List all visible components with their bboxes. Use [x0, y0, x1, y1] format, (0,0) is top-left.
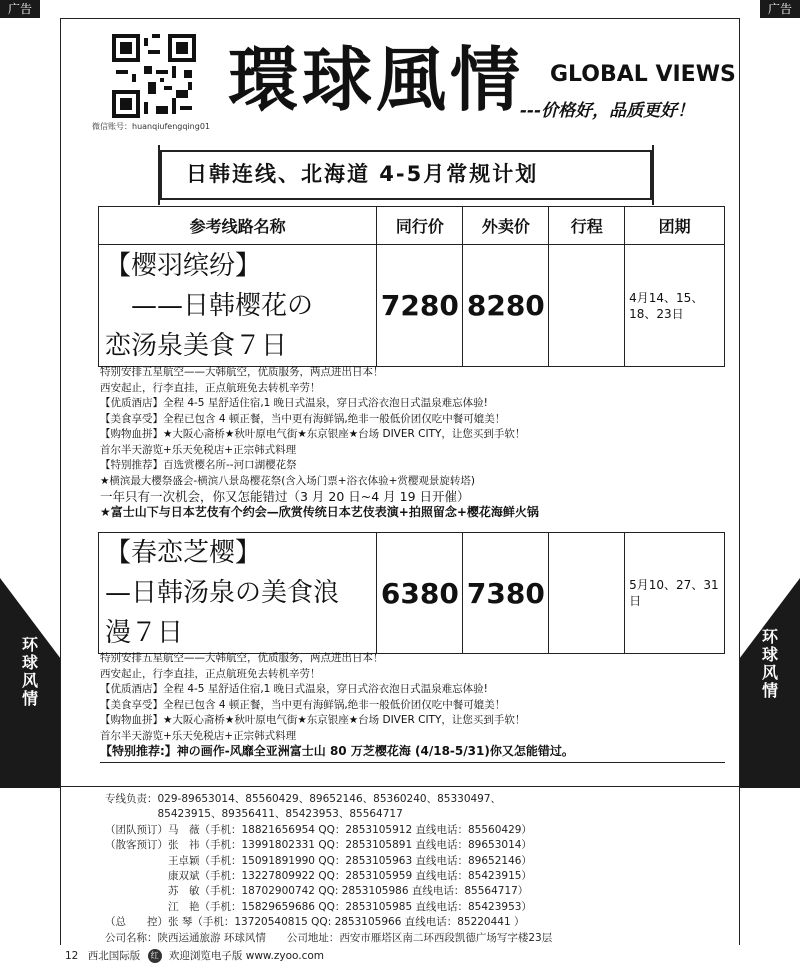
- contact-line: 专线负责：029-89653014、85560429、89652146、85360240、85330497、: [105, 793, 502, 805]
- itinerary-cell: [549, 533, 625, 654]
- note-line: 西安起止，行李直挂，正点航班免去转机辛劳！: [100, 667, 321, 680]
- header-rule: [60, 18, 740, 19]
- header-itinerary: 行程: [549, 207, 625, 245]
- table-header-row: [99, 207, 725, 245]
- header-route: 参考线路名称: [99, 207, 377, 245]
- price-table-2: [98, 532, 725, 654]
- note-line: 【购物血拼】★大阪心斋桥★秋叶原电气街★东京银座★台场 DIVER CITY，让您买到手软！: [100, 428, 526, 440]
- note-line: 【美食享受】全程已包含 4 顿正餐，当中更有海鲜锅,绝非一般低价团仅吃中餐可媲美！: [100, 698, 506, 711]
- note-line: 【特别推荐:】神の画作-风靡全亚洲富士山 80 万芝樱花海 (4/18-5/31)你又怎能错过。: [100, 744, 574, 758]
- note-line: 【优质酒店】全程 4-5 星舒适住宿,1 晚日式温泉，穿日式浴衣泡日式温泉难忘体验!: [100, 683, 488, 695]
- contact-line: 公司名称：陕西运通旅游 环球风情 公司地址：西安市雁塔区南二环西段凯德广场写字楼23层: [105, 931, 553, 944]
- header-dates: 团期: [625, 207, 725, 245]
- route-name-line: —日韩汤泉の美食浪: [105, 578, 340, 608]
- ad-label-right: 广告: [760, 0, 800, 18]
- itinerary-cell: [549, 245, 625, 367]
- note-line: ★富士山下与日本艺伎有个约会—欣赏传统日本艺伎表演+拍照留念+樱花海鲜火锅: [100, 504, 539, 519]
- qr-code-icon: [112, 34, 196, 118]
- retail-price: 7380: [463, 533, 549, 654]
- route-name-line: 【樱羽缤纷】: [105, 250, 262, 281]
- note-line: 【美食享受】全程已包含 4 顿正餐，当中更有海鲜锅,绝非一般低价团仅吃中餐可媲美！: [100, 412, 506, 425]
- route-name-line: 【春恋芝樱】: [105, 538, 262, 568]
- page-footer: [65, 948, 324, 963]
- route-name-line: 漫７日: [105, 618, 184, 648]
- brand-english: GLOBAL VIEWS: [550, 62, 736, 87]
- brand-title: 環球風情: [228, 38, 524, 121]
- side-label-right: 环球风情: [761, 627, 778, 700]
- note-line: 一年只有一次机会，你又怎能错过（3 月 20 日~4 月 19 日开催）: [100, 489, 470, 504]
- banner-pin-right: [652, 145, 654, 205]
- note-line: 西安起止，行李直挂，正点航班免去转机辛劳！: [100, 381, 321, 394]
- page-number: 12: [65, 950, 79, 962]
- banner-title: 日韩连线、北海道 4-5月常规计划: [186, 162, 539, 186]
- note-line: 【特别推荐】百选赏樱名所--河口湖樱花祭: [100, 459, 297, 471]
- notes-block-2: [100, 651, 725, 763]
- contact-line: 85423915、89356411、85423953、85564717: [105, 808, 403, 821]
- header-retail-price: 外卖价: [463, 207, 549, 245]
- peer-price: 7280: [377, 245, 463, 367]
- note-line: 特别安排五星航空——大韩航空，优质服务，两点进出日本！: [100, 652, 384, 664]
- note-line: 【购物血拼】★大阪心斋桥★秋叶原电气街★东京银座★台场 DIVER CITY，让您买到手软！: [100, 714, 526, 726]
- price-table: [98, 206, 725, 367]
- wechat-id: 微信账号：huanqiufengqing01: [92, 122, 210, 131]
- contact-rule: [60, 786, 740, 787]
- table-row: [99, 533, 725, 654]
- peer-price: 6380: [377, 533, 463, 654]
- route-name-line: ——日韩樱花の: [105, 290, 314, 321]
- note-line: 首尔半天游览+乐天免税店+正宗韩式料理: [100, 443, 297, 456]
- ad-label-left: 广告: [0, 0, 40, 18]
- route-name-line: 恋汤泉美食７日: [105, 330, 288, 361]
- note-line: 【优质酒店】全程 4-5 星舒适住宿,1 晚日式温泉，穿日式浴衣泡日式温泉难忘体验!: [100, 397, 488, 409]
- contact-line: 苏 敏（手机：18702900742 QQ: 2853105986 直线电话：85564717）: [105, 885, 529, 898]
- newspaper-logo-icon: 红: [148, 949, 162, 963]
- notes-block-1: [100, 365, 725, 520]
- contact-line: （团队预订）马 薇（手机：18821656954 QQ：2853105912 直线电话：85560429）: [105, 823, 532, 836]
- note-line: 首尔半天游览+乐天免税店+正宗韩式料理: [100, 729, 297, 742]
- contact-line: 康双斌（手机：13227809922 QQ：2853105959 直线电话：85423915）: [105, 870, 532, 883]
- retail-price: 8280: [463, 245, 549, 367]
- section-name: 西北国际版: [87, 950, 141, 962]
- contact-line: （散客预订）张 祎（手机：13991802331 QQ：2853105891 直线电话：89653014）: [105, 839, 532, 852]
- route-name: [99, 533, 377, 654]
- contact-block: [105, 792, 725, 946]
- contact-line: 江 艳（手机：15829659686 QQ：2853105985 直线电话：85423953）: [105, 900, 532, 913]
- contact-line: （总 控）张 琴（手机：13720540815 QQ: 2853105966 直线电话：85220441 ）: [105, 916, 525, 929]
- side-label-left: 环球风情: [21, 635, 38, 708]
- note-line: 特别安排五星航空——大韩航空，优质服务，两点进出日本！: [100, 366, 384, 378]
- table-row: [99, 245, 725, 367]
- footer-text: 欢迎浏览电子版 www.zyoo.com: [168, 950, 325, 962]
- slogan: ---价格好，品质更好！: [520, 101, 695, 121]
- tour-dates: 4月14、15、18、23日: [625, 245, 725, 367]
- note-line: ★横滨最大樱祭盛会-横滨八景岛樱花祭(含入场门票+浴衣体验+赏樱观景旋转塔): [100, 474, 475, 487]
- contact-line: 王卓颖（手机：15091891990 QQ：2853105963 直线电话：89652146）: [105, 854, 532, 867]
- header-peer-price: 同行价: [377, 207, 463, 245]
- tour-dates: 5月10、27、31日: [625, 533, 725, 654]
- route-name: [99, 245, 377, 367]
